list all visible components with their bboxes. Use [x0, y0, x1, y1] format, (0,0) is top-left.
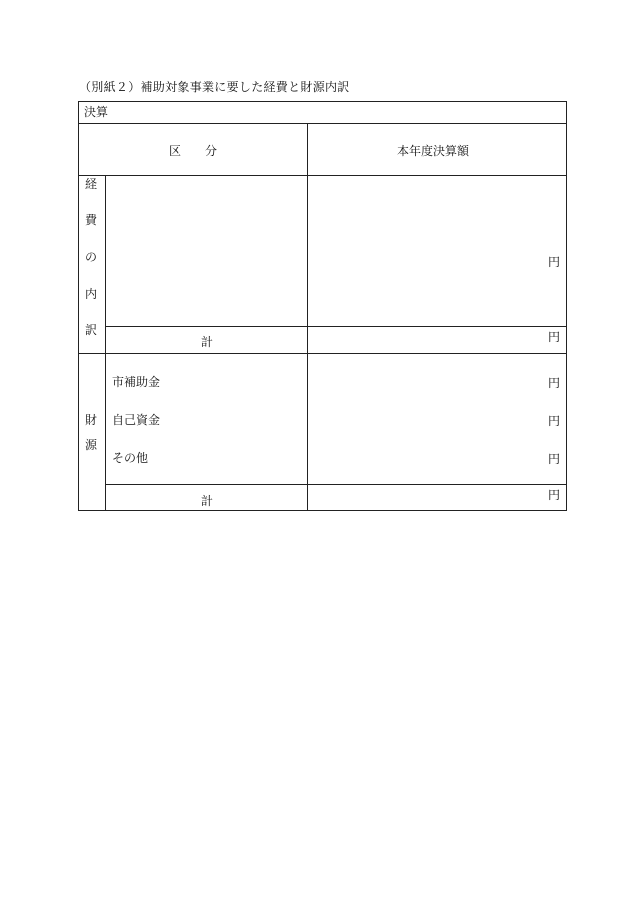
header-amount: 本年度決算額	[397, 144, 470, 158]
document-title: （別紙２）補助対象事業に要した経費と財源内訳	[79, 80, 350, 94]
expenses-total-label: 計	[201, 335, 214, 349]
funding-group-char-1: 財	[85, 413, 98, 427]
funding-total-yen-unit: 円	[547, 488, 560, 502]
funding-item-unit-own-funds: 円	[547, 414, 560, 428]
rule-below-section	[79, 123, 566, 124]
rule-group-label-column	[105, 175, 106, 510]
funding-item-unit-other: 円	[547, 452, 560, 466]
rule-below-expenses	[79, 353, 566, 354]
section-label: 決算	[84, 105, 109, 119]
expenses-group-char-1: 経	[85, 177, 98, 191]
budget-breakdown-table	[78, 101, 567, 511]
funding-item-label-other: その他	[112, 451, 149, 465]
funding-item-unit-city-subsidy: 円	[547, 376, 560, 390]
expenses-yen-unit: 円	[547, 255, 560, 269]
funding-item-label-own-funds: 自己資金	[112, 413, 161, 427]
expenses-group-char-2: 費	[85, 213, 98, 227]
rule-amount-column	[307, 123, 308, 510]
expenses-group-char-5: 訳	[85, 323, 98, 337]
rule-above-expense-total	[105, 326, 566, 327]
header-category: 区 分	[169, 144, 218, 158]
funding-item-label-city-subsidy: 市補助金	[112, 375, 161, 389]
expenses-group-char-3: の	[85, 250, 98, 264]
funding-total-label: 計	[201, 494, 214, 508]
expenses-total-yen-unit: 円	[547, 330, 560, 344]
rule-above-funding-total	[105, 484, 566, 485]
rule-below-header	[79, 175, 566, 176]
expenses-group-char-4: 内	[85, 287, 98, 301]
funding-group-char-2: 源	[85, 438, 98, 452]
